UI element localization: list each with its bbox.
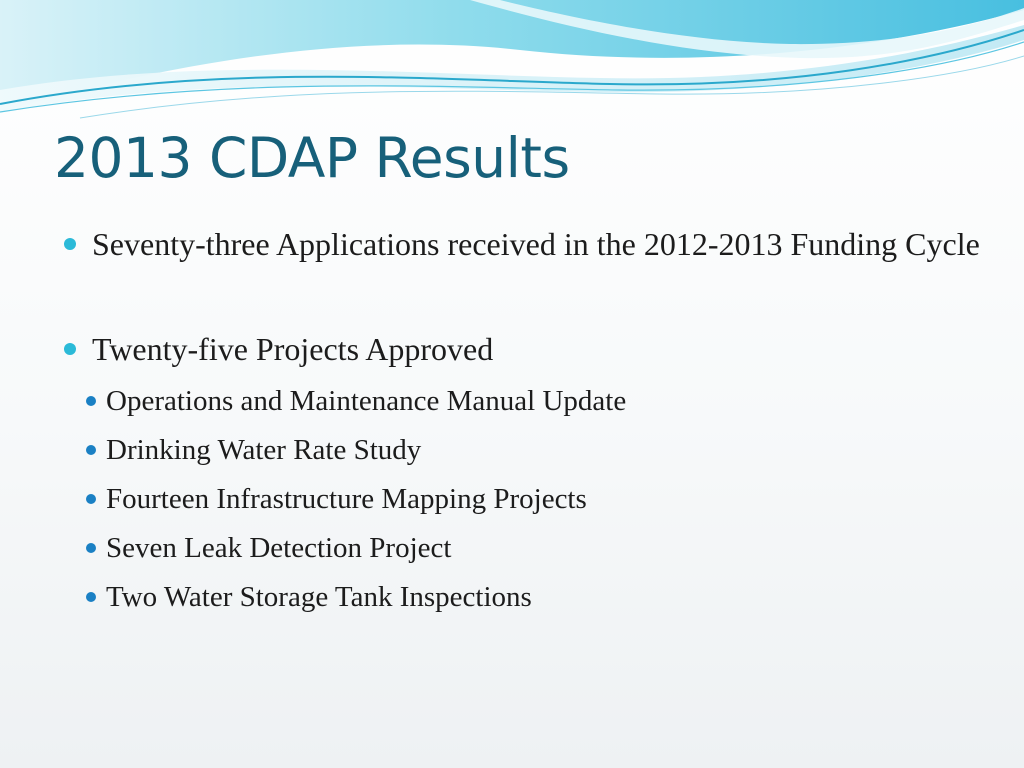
wave-band-back [0,0,1024,112]
sub-bullet-text: Operations and Maintenance Manual Update [106,385,627,417]
bullet-text: Twenty-five Projects Approved [92,331,494,367]
bullet-dot-icon [64,343,76,355]
sub-bullet-dot-icon [86,592,96,602]
sub-bullet-item [74,573,980,622]
sub-bullet-item [74,475,980,524]
sub-bullet-text: Fourteen Infrastructure Mapping Projects [106,483,587,515]
sub-bullet-dot-icon [86,494,96,504]
sub-bullet-text: Seven Leak Detection Project [106,532,452,564]
wave-banner [0,0,1024,130]
sub-bullet-dot-icon [86,396,96,406]
sub-bullet-text: Drinking Water Rate Study [106,434,422,466]
bullet-dot-icon [64,238,76,250]
bullet-text: Seventy-three Applications received in the 2012-2013 Funding Cycle [92,226,980,262]
sub-bullet-item [74,377,980,426]
sub-bullet-dot-icon [86,543,96,553]
bullet-item [60,327,980,622]
slide-title: 2013 CDAP Results [54,126,570,190]
sub-bullet-dot-icon [86,445,96,455]
bullet-list [60,222,980,622]
sub-bullet-item [74,426,980,475]
sub-bullet-item [74,524,980,573]
sub-bullet-list [74,377,980,622]
bullet-item [60,222,980,267]
sub-bullet-text: Two Water Storage Tank Inspections [106,581,532,613]
